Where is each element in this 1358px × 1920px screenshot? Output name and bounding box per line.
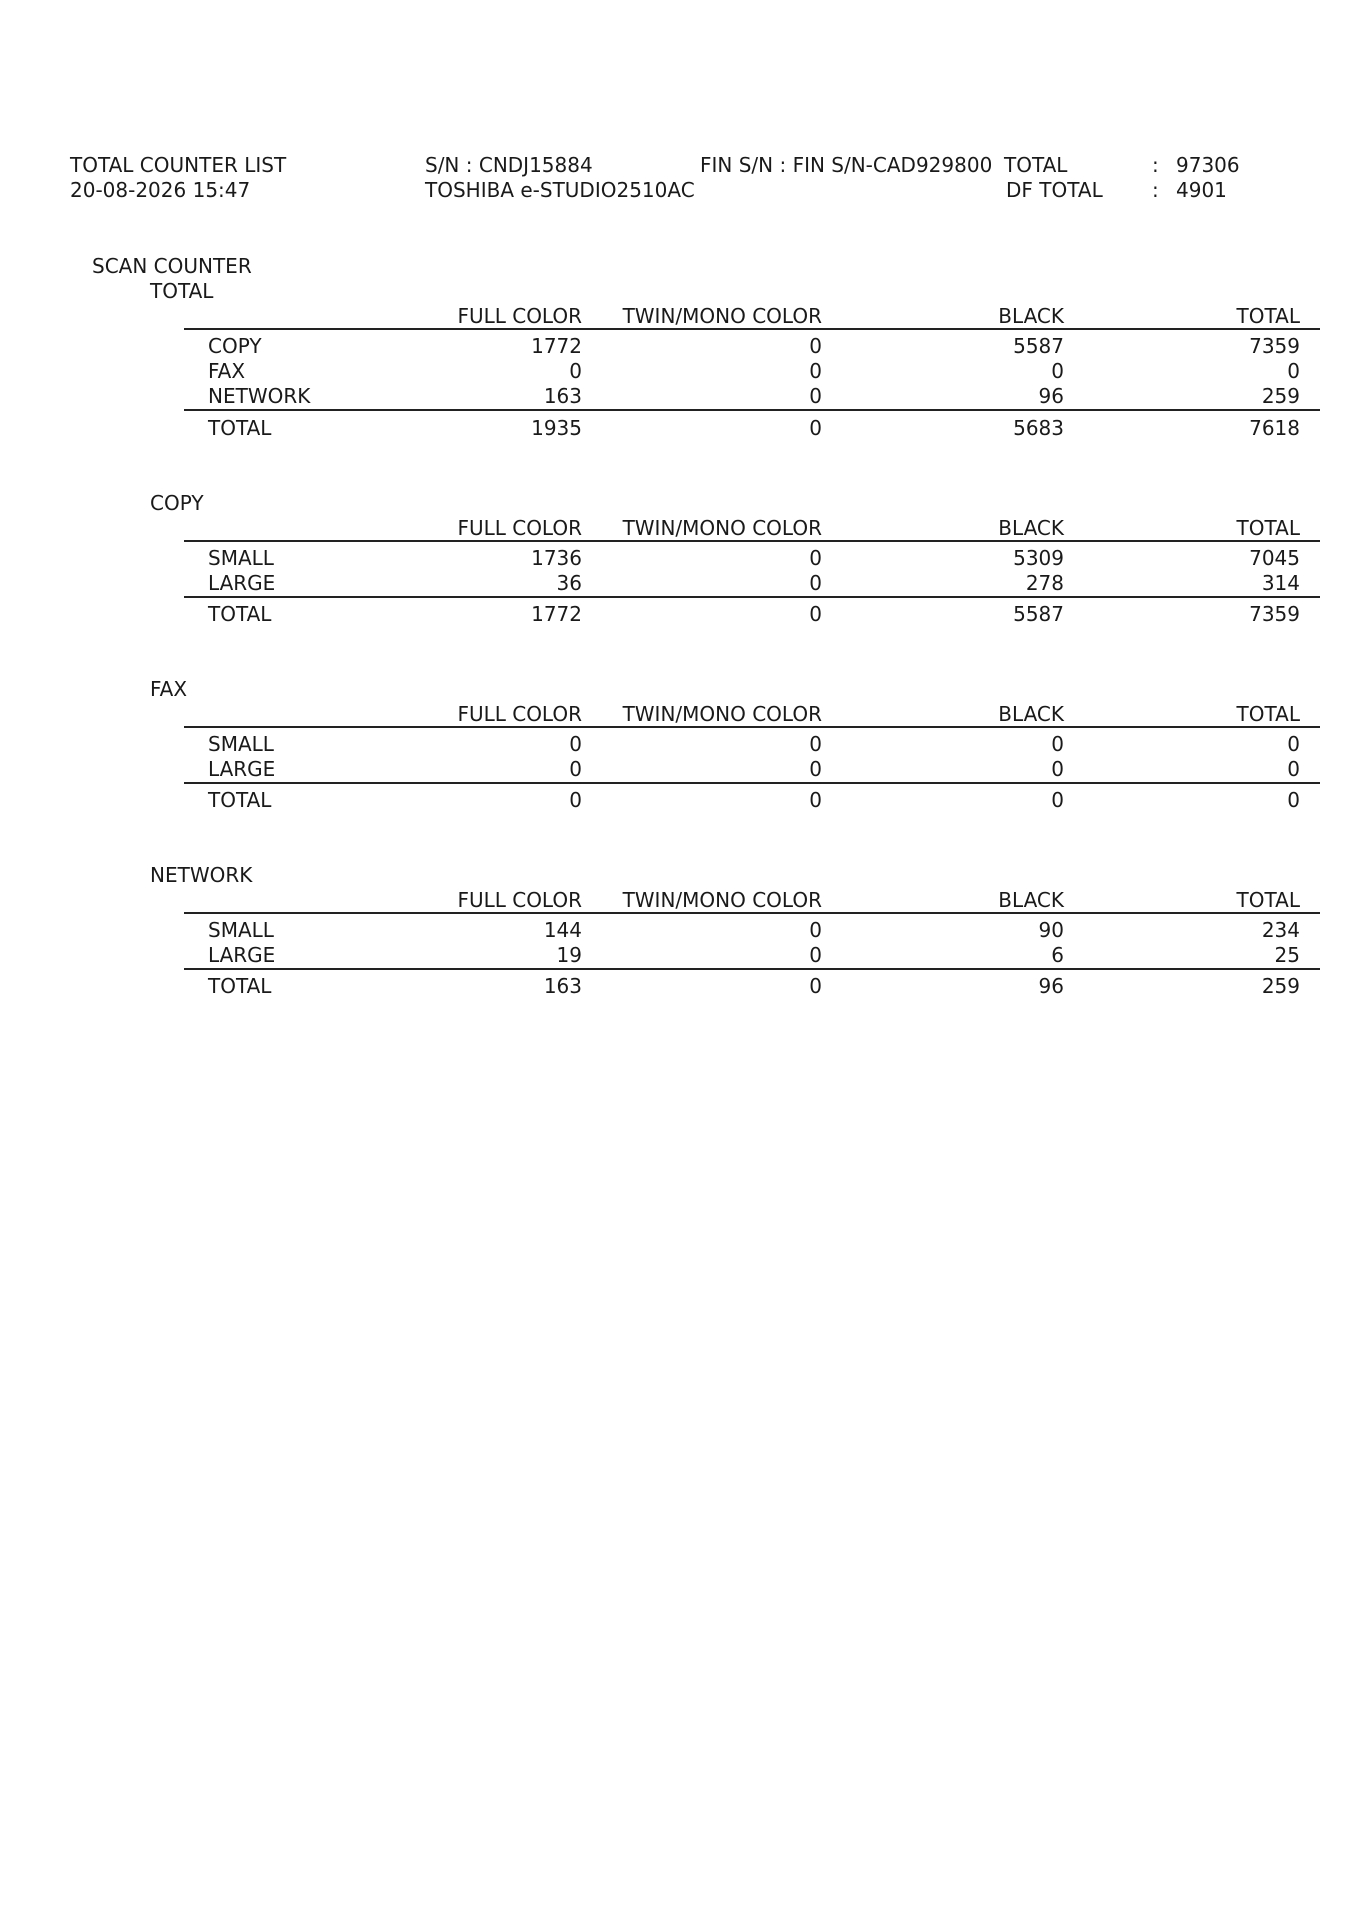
col-header-full-color: FULL COLOR <box>457 702 582 726</box>
header-divider <box>184 540 1320 542</box>
device-model: TOSHIBA e-STUDIO2510AC <box>425 178 695 202</box>
report-datetime: 20-08-2026 15:47 <box>70 178 251 202</box>
fin-serial-number: FIN S/N : FIN S/N-CAD929800 <box>700 153 993 177</box>
col-header-twin-mono: TWIN/MONO COLOR <box>622 304 822 328</box>
col-header-black: BLACK <box>998 516 1064 540</box>
col-header-full-color: FULL COLOR <box>457 304 582 328</box>
col-header-total: TOTAL <box>1236 888 1300 912</box>
col-header-black: BLACK <box>998 702 1064 726</box>
total-divider <box>184 968 1320 970</box>
total-divider <box>184 782 1320 784</box>
col-header-total: TOTAL <box>1236 516 1300 540</box>
section-title-network: NETWORK <box>150 863 253 887</box>
section-title-copy: COPY <box>150 491 204 515</box>
serial-number: S/N : CNDJ15884 <box>425 153 593 177</box>
total-colon: : <box>1152 153 1159 177</box>
header-divider <box>184 912 1320 914</box>
header-divider <box>184 726 1320 728</box>
scan-counter-label: SCAN COUNTER <box>92 254 252 278</box>
col-header-twin-mono: TWIN/MONO COLOR <box>622 888 822 912</box>
col-header-full-color: FULL COLOR <box>457 888 582 912</box>
total-value: 97306 <box>1176 153 1240 177</box>
total-divider <box>184 596 1320 598</box>
col-header-twin-mono: TWIN/MONO COLOR <box>622 516 822 540</box>
header-divider <box>184 328 1320 330</box>
df-total-colon: : <box>1152 178 1159 202</box>
df-total-label: DF TOTAL <box>1006 178 1103 202</box>
col-header-black: BLACK <box>998 304 1064 328</box>
col-header-full-color: FULL COLOR <box>457 516 582 540</box>
col-header-black: BLACK <box>998 888 1064 912</box>
report-title: TOTAL COUNTER LIST <box>70 153 287 177</box>
section-title-fax: FAX <box>150 677 188 701</box>
total-divider <box>184 409 1320 411</box>
col-header-total: TOTAL <box>1236 702 1300 726</box>
col-header-twin-mono: TWIN/MONO COLOR <box>622 702 822 726</box>
total-label: TOTAL <box>1004 153 1068 177</box>
section-title-total: TOTAL <box>150 279 214 303</box>
df-total-value: 4901 <box>1176 178 1227 202</box>
col-header-total: TOTAL <box>1236 304 1300 328</box>
